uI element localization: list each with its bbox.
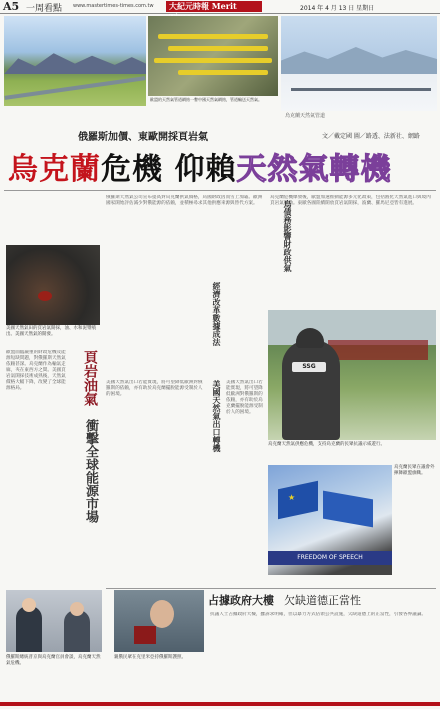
security-guard-shape <box>282 340 340 440</box>
section-name: 一周看點 <box>26 4 63 14</box>
article-credit: 文／戴定國 圖／路透、法新社、網路 <box>322 133 420 140</box>
headline-purple-part: 天然氣轉機 <box>236 152 392 187</box>
column-body-2: 烏克蘭危機爆發後，歐盟加速推動能源多元化政策，包括液化天然氣進口與境內頁岩氣探勘。東歐各國陸續開放頁岩氣開採，波蘭、羅馬尼亞皆有進展。 <box>270 195 431 206</box>
photo-passport <box>114 590 204 652</box>
photo-caption-shale: 美國天然氣田的頁岩氣開採，油、水和泥漿噴出。美國天然氣的開發。 <box>6 326 96 337</box>
issue-date: 2014 年 4 月 13 日 星期日 <box>300 5 375 12</box>
photo-caption-protest: 烏克蘭天然氣供應危機，支持烏克蘭的民眾抗議示威遊行。 <box>268 442 385 447</box>
page-header <box>0 0 440 14</box>
divider <box>106 588 436 589</box>
page-number: A5 <box>3 0 20 13</box>
column-left: 歐盟面臨嚴重的財政危機及能源短缺問題，對俄羅斯天然氣依賴甚深。烏克蘭作為輸氣走廊，夾在東西方之間。美國頁岩氣開採技術成熟後，天然氣價格大幅下降，改變了全球能源格局。 <box>6 350 66 391</box>
photo-credit-top-right: 烏克蘭天然氣管道 <box>285 113 326 119</box>
section2-headline-a: 占據政府大樓 <box>208 594 274 607</box>
footer-bar <box>0 702 440 706</box>
vertical-headline-b: 衝擊全球能源市場 <box>83 419 98 524</box>
mountain-shape <box>281 44 437 74</box>
vertical-headline <box>74 350 100 582</box>
photo-leaders-meeting <box>6 590 102 652</box>
article-kicker: 俄羅斯加價、東歐開採頁岩氣 <box>78 132 208 143</box>
main-headline <box>8 144 391 188</box>
photo-caption-flags: 烏克蘭民眾在議會外揮舞歐盟旗幟。 <box>394 465 435 476</box>
eu-flag-shape <box>323 491 373 528</box>
column-body-4: 美國天然氣出口若能實現，將可望降低歐洲對俄羅斯的依賴，亦有助於烏克蘭擺脫能源受制於人的困境。 <box>226 380 263 415</box>
pipe <box>154 58 272 63</box>
face-shape <box>22 598 36 612</box>
person-shape <box>16 606 42 652</box>
photo-caption-leaders: 俄羅斯總統普京與烏克蘭官員會談，烏克蘭天然氣危機。 <box>6 655 101 666</box>
photo-pipeline-mountain <box>4 16 146 106</box>
mountain-shape <box>4 48 146 74</box>
side-headline-2: 經濟改革數據成法 <box>212 282 221 346</box>
photo-caption-passport: 親俄民眾在克里米亞持俄羅斯護照。 <box>114 655 186 660</box>
column-body-5: 抗議人士占據政府大樓，雖訴求明確，但以暴力方式佔領公共設施，欠缺道德上的正當性，引發各界議論。 <box>210 612 426 617</box>
column-body-3: 美國天然氣出口若能實現，將可望降低歐洲對俄羅斯的依賴，亦有助於烏克蘭擺脫能源受制於人的困境。 <box>106 380 203 397</box>
rail-shape <box>291 88 431 91</box>
pipe <box>178 70 268 75</box>
face-shape <box>70 602 84 616</box>
face-shape <box>150 600 174 628</box>
site-url[interactable]: www.mastertimes-times.com.tw <box>73 3 154 9</box>
passport-shape <box>134 626 156 644</box>
divider <box>4 190 436 191</box>
person-shape <box>64 610 90 652</box>
photo-eu-flags <box>268 465 392 575</box>
section2-headline <box>208 592 361 608</box>
side-headline-3: 美國天然氣出口轉機 <box>212 380 221 452</box>
pipeline-shape <box>4 76 145 100</box>
photo-snow-rail <box>281 16 437 111</box>
section2-headline-b: 欠缺道德正當性 <box>284 594 361 607</box>
photo-protest-security <box>268 310 436 440</box>
photo-caption-top-center: 歐盟的天然氣管道網絡一瞥中國天然氣網絡，管道輸送天然氣。 <box>150 97 262 102</box>
spill-shape <box>38 291 52 301</box>
pipe <box>158 34 268 39</box>
banner-shape <box>328 340 428 360</box>
newspaper-logo: 大紀元時報 Merit <box>166 1 262 12</box>
photo-yellow-pipes <box>148 16 278 96</box>
helmet-shape <box>296 328 324 348</box>
column-body-1: 俄羅斯天然氣公司宣布提高對烏克蘭供氣價格，烏國財政因而雪上加霜。歐洲國家開始評估減少對俄能源的依賴，並積極尋求其他供應來源與替代方案。 <box>106 195 263 206</box>
vertical-headline-a: 頁岩油氣 <box>82 350 98 406</box>
star-icon: ★ <box>288 493 296 502</box>
pipe <box>168 46 268 51</box>
headline-black-part: 危機 仰賴 <box>101 152 237 187</box>
ssg-label: SSG <box>292 362 326 372</box>
protest-banner: FREEDOM OF SPEECH <box>268 551 392 565</box>
side-headline-1: 烏債務影響財政供氣 <box>283 200 292 272</box>
photo-shale-site <box>6 245 100 325</box>
headline-red-part: 烏克蘭 <box>8 152 101 187</box>
